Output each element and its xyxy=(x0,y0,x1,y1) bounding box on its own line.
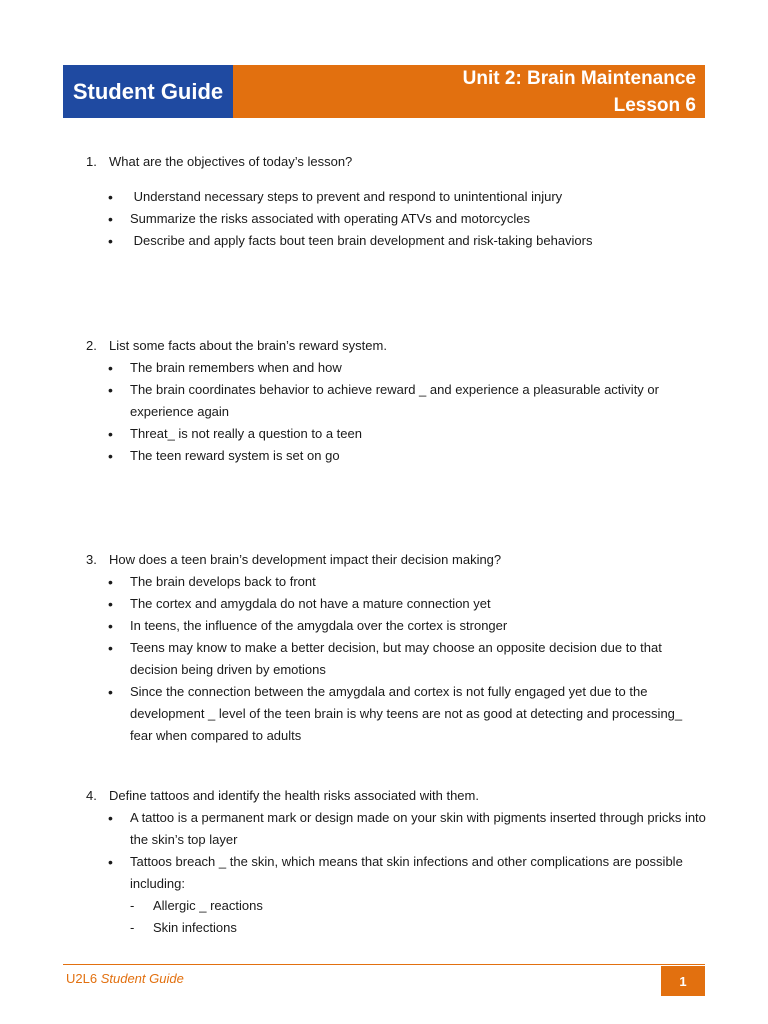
bullet-icon: • xyxy=(108,854,113,870)
footer-code: U2L6 xyxy=(66,971,98,986)
list-item: • Teens may know to make a better decision, but may choose an opposite decision due to that decision being driven by emotions xyxy=(108,637,706,681)
question-1 xyxy=(86,151,706,252)
dash-icon: - xyxy=(130,898,135,913)
bullet-icon: • xyxy=(108,618,113,634)
sub-list-item: - Allergic _ reactions xyxy=(130,895,706,917)
answer-list xyxy=(86,807,706,895)
list-item: • Understand necessary steps to prevent and respond to unintentional injury xyxy=(108,186,706,208)
list-item: • Since the connection between the amygdala and cortex is not fully engaged yet due to the development _ level of the teen brain is why teens are not as good at detecting and processing_ fear when compared to adults xyxy=(108,681,706,747)
bullet-icon: • xyxy=(108,189,113,205)
list-item: • Summarize the risks associated with operating ATVs and motorcycles xyxy=(108,208,706,230)
document-body xyxy=(86,151,706,939)
list-item: • The brain remembers when and how xyxy=(108,357,706,379)
bullet-icon: • xyxy=(108,211,113,227)
list-item: • Tattoos breach _ the skin, which means that skin infections and other complications are possible including: xyxy=(108,851,706,895)
question-number: 4. xyxy=(86,788,97,803)
bullet-icon: • xyxy=(108,426,113,442)
question-3 xyxy=(86,549,706,747)
question-text: Define tattoos and identify the health risks associated with them. xyxy=(109,788,479,803)
bullet-icon: • xyxy=(108,574,113,590)
bullet-icon: • xyxy=(108,448,113,464)
question-number: 3. xyxy=(86,552,97,567)
bullet-icon: • xyxy=(108,640,113,656)
sub-list-item: - Skin infections xyxy=(130,917,706,939)
bullet-icon: • xyxy=(108,233,113,249)
list-item: • Threat_ is not really a question to a teen xyxy=(108,423,706,445)
answer-list xyxy=(86,357,706,467)
lesson-title: Lesson 6 xyxy=(613,94,696,116)
footer-divider xyxy=(63,964,705,965)
bullet-icon: • xyxy=(108,382,113,398)
page-header xyxy=(63,65,705,118)
student-guide-title: Student Guide xyxy=(63,65,233,118)
footer-label xyxy=(66,971,184,986)
bullet-icon: • xyxy=(108,360,113,376)
list-item: • The cortex and amygdala do not have a mature connection yet xyxy=(108,593,706,615)
question-text: How does a teen brain’s development impact their decision making? xyxy=(109,552,502,567)
unit-title: Unit 2: Brain Maintenance xyxy=(462,67,696,89)
list-item: • In teens, the influence of the amygdala over the cortex is stronger xyxy=(108,615,706,637)
page-number: 1 xyxy=(661,966,705,996)
question-text: List some facts about the brain’s reward system. xyxy=(109,338,387,353)
unit-lesson-banner xyxy=(233,65,705,118)
question-text: What are the objectives of today’s lesson? xyxy=(109,154,353,169)
answer-list xyxy=(86,186,706,252)
footer-guide-label: Student Guide xyxy=(100,971,184,986)
bullet-icon: • xyxy=(108,810,113,826)
question-number: 1. xyxy=(86,154,97,169)
question-4 xyxy=(86,785,706,939)
question-number: 2. xyxy=(86,338,97,353)
question-2 xyxy=(86,335,706,467)
list-item: • A tattoo is a permanent mark or design made on your skin with pigments inserted through pricks into the skin’s top layer xyxy=(108,807,706,851)
answer-list xyxy=(86,571,706,747)
list-item: • The brain develops back to front xyxy=(108,571,706,593)
bullet-icon: • xyxy=(108,684,113,700)
bullet-icon: • xyxy=(108,596,113,612)
list-item: • The brain coordinates behavior to achieve reward _ and experience a pleasurable activity or experience again xyxy=(108,379,706,423)
list-item: • Describe and apply facts bout teen brain development and risk-taking behaviors xyxy=(108,230,706,252)
list-item: • The teen reward system is set on go xyxy=(108,445,706,467)
dash-icon: - xyxy=(130,920,135,935)
sub-list xyxy=(86,895,706,939)
